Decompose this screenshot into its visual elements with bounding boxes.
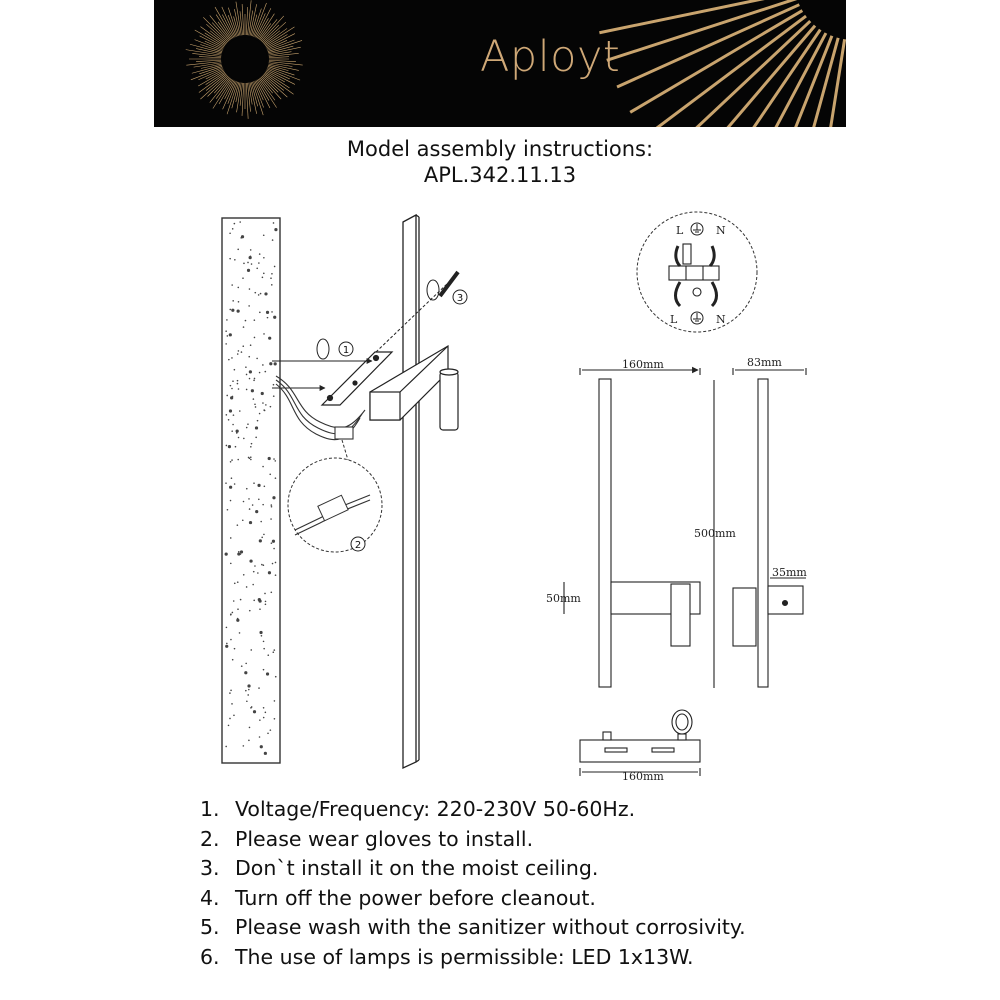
instruction-item bbox=[200, 797, 920, 827]
wall-section bbox=[222, 218, 280, 763]
instruction-text: Voltage/Frequency: 220-230V 50-60Hz. bbox=[235, 797, 636, 821]
dim-depth-side: 83mm bbox=[747, 356, 782, 369]
instruction-text: Turn off the power before cleanout. bbox=[235, 885, 596, 910]
callout-2: 2 bbox=[354, 540, 362, 551]
instruction-item bbox=[200, 886, 920, 916]
dim-bracket-depth: 35mm bbox=[772, 566, 807, 579]
brand-logo-text: Aployt bbox=[480, 32, 621, 82]
mounting-bracket bbox=[322, 346, 458, 430]
wire-connector-detail bbox=[288, 440, 382, 552]
instruction-text: Please wear gloves to install. bbox=[235, 826, 534, 851]
instruction-item bbox=[200, 915, 920, 945]
instruction-item bbox=[200, 827, 920, 857]
instruction-text: Please wash with the sanitizer without corrosivity. bbox=[235, 915, 746, 940]
side-elevation bbox=[733, 368, 806, 687]
instruction-number: 5. bbox=[200, 915, 220, 940]
instruction-number: 4. bbox=[200, 885, 220, 910]
front-elevation bbox=[564, 368, 714, 688]
dim-width-front: 160mm bbox=[622, 358, 664, 371]
wiring-label-N-top: N bbox=[716, 224, 726, 237]
model-number: APL.342.11.13 bbox=[423, 163, 577, 187]
wiring-label-L-top: L bbox=[676, 224, 684, 237]
callout-1: 1 bbox=[342, 345, 350, 356]
dim-width-bottom: 160mm bbox=[622, 770, 664, 783]
instruction-text: Don`t install it on the moist ceiling. bbox=[235, 856, 599, 881]
dim-bracket-height: 50mm bbox=[546, 592, 581, 605]
title-line-1: Model assembly instructions: bbox=[346, 137, 654, 161]
wiring-label-L-bottom: L bbox=[670, 313, 678, 326]
instruction-item bbox=[200, 945, 920, 975]
instruction-number: 6. bbox=[200, 944, 220, 969]
instruction-number: 2. bbox=[200, 826, 220, 851]
bottom-view bbox=[580, 710, 700, 776]
callout-3: 3 bbox=[456, 293, 464, 304]
instruction-item bbox=[200, 856, 920, 886]
instruction-text: The use of lamps is permissible: LED 1x13W. bbox=[235, 944, 694, 969]
wiring-diagram bbox=[637, 212, 757, 332]
dim-height: 500mm bbox=[694, 527, 736, 540]
lamp-bar-perspective bbox=[403, 215, 419, 768]
wiring-label-N-bottom: N bbox=[716, 313, 726, 326]
instruction-number: 1. bbox=[200, 797, 220, 821]
instruction-number: 3. bbox=[200, 856, 220, 881]
instructions-list bbox=[200, 797, 920, 975]
